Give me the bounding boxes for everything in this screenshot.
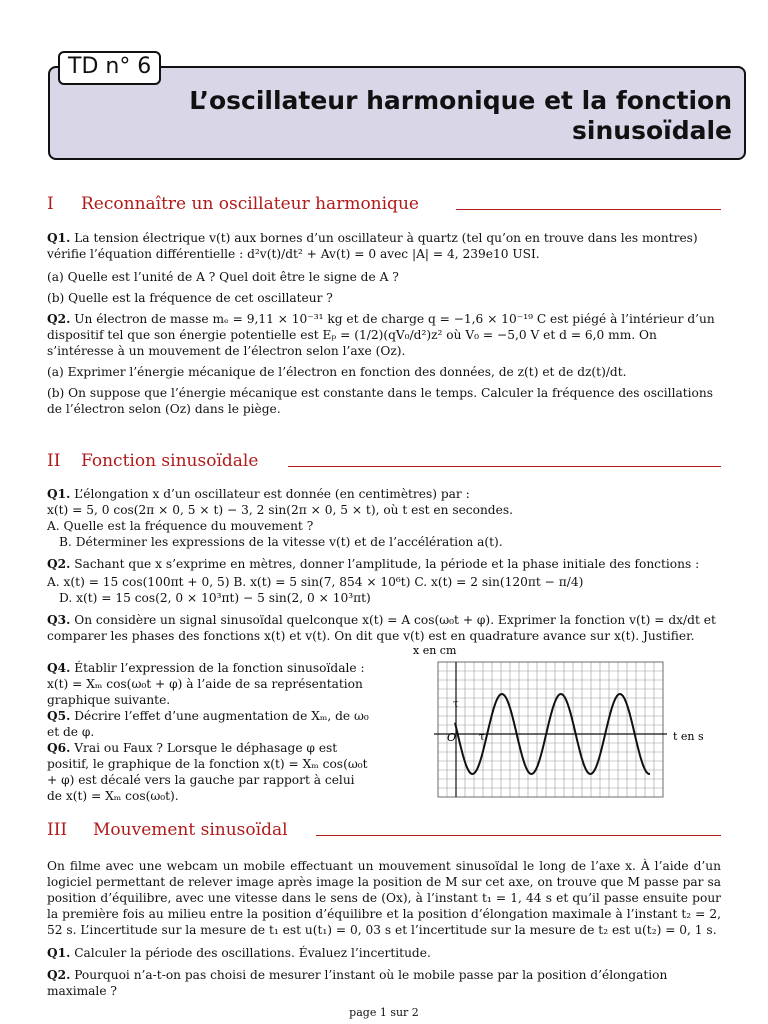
ii-question-2-line-1: A. x(t) = 15 cos(100πt + 0, 5) B. x(t) = 5 sin(7, 854 × 10⁶t) C. x(t) = 2 sin(120πt − π/4): [47, 575, 584, 589]
ii-question-4: Q4. Établir l’expression de la fonction sinusoïdale : x(t) = Xₘ cos(ω₀t + φ) à l’aide de sa représentation graphique suivante.: [47, 661, 365, 707]
page-title: [112, 86, 732, 146]
section-heading-1: [47, 194, 419, 214]
sinusoid-graph: [405, 642, 715, 802]
page-number: page 1 sur 2: [349, 1006, 419, 1019]
question-1a: (a) Quelle est l’unité de A ? Quel doit être le signe de A ?: [47, 270, 399, 284]
question-1b: (b) Quelle est la fréquence de cet oscillateur ?: [47, 291, 333, 305]
title-line-2: sinusoïdale: [572, 116, 732, 145]
section-heading-3: [47, 820, 288, 840]
section-heading-2: [47, 451, 258, 471]
section-rule: [316, 835, 721, 836]
section-2-body: [47, 486, 721, 644]
iii-paragraph: On filme avec une webcam un mobile effectuant un mouvement sinusoïdal le long de l’axe x. À l’aide d’un logiciel permettant de relever image après image la position de M sur cet axe, on trouve que M passe par sa position d’équilibre, avec une vitesse dans le sens de (Ox), à l’instant t₁ = 1, 44 s et qu’il passe ensuite pour la première fois au milieu entre la position d’équilibre et la position d’élongation maximale à l’instant t₂ = 2, 52 s. L’incertitude sur la mesure de t₁ est u(t₁) = 0, 03 s et l’incertitude sur la mesure de t₂ est u(t₂) = 0, 1 s.: [47, 859, 721, 937]
x-tick-label: τ: [479, 732, 485, 743]
section-title: Reconnaître un oscillateur harmonique: [81, 194, 419, 214]
section-number: I: [47, 194, 54, 214]
ii-question-2-line-2: D. x(t) = 15 cos(2, 0 × 10³πt) − 5 sin(2, 0 × 10³πt): [59, 591, 371, 605]
ii-question-1B: B. Déterminer les expressions de la vitesse v(t) et de l’accélération a(t).: [59, 535, 503, 549]
ii-question-1-equation: x(t) = 5, 0 cos(2π × 0, 5 × t) − 3, 2 sin(2π × 0, 5 × t), où t est en secondes.: [47, 503, 513, 517]
section-2-figure-text: [47, 660, 373, 804]
graph-frame: [438, 662, 663, 797]
ii-question-1: Q1. L’élongation x d’un oscillateur est donnée (en centimètres) par :: [47, 487, 470, 501]
iii-question-2: Q2. Pourquoi n’a-t-on pas choisi de mesurer l’instant où le mobile passe par la position d’élongation maximale ?: [47, 968, 668, 998]
y-tick-label: τ: [453, 699, 459, 710]
question-2b: (b) On suppose que l’énergie mécanique est constante dans le temps. Calculer la fréquence des oscillations de l’électron selon (Oz) dans le piège.: [47, 386, 713, 416]
y-axis-label: x en cm: [413, 644, 457, 657]
section-1-body: [47, 230, 721, 417]
section-number: II: [47, 451, 61, 471]
td-number-tag: TD n° 6: [58, 51, 161, 85]
ii-question-1A: A. Quelle est la fréquence du mouvement ?: [47, 519, 314, 533]
question-1: Q1. La tension électrique v(t) aux bornes d’un oscillateur à quartz (tel qu’on en trouve dans les montres) vérifie l’équation différentielle : d²v(t)/dt² + Av(t) = 0 avec |A| = 4, 239e10 USI.: [47, 231, 698, 261]
title-line-1: L’oscillateur harmonique et la fonction: [189, 86, 732, 115]
section-title: Fonction sinusoïdale: [81, 451, 259, 471]
question-2a: (a) Exprimer l’énergie mécanique de l’électron en fonction des données, de z(t) et de dz(t)/dt.: [47, 365, 627, 379]
graph-grid: [434, 662, 667, 797]
section-3-body: [47, 858, 721, 999]
section-rule: [456, 209, 721, 210]
x-axis-label: t en s: [673, 730, 704, 743]
section-title: Mouvement sinusoïdal: [93, 820, 288, 840]
section-number: III: [47, 820, 68, 840]
origin-label: O: [447, 731, 457, 744]
ii-question-3: Q3. On considère un signal sinusoïdal quelconque x(t) = A cos(ω₀t + φ). Exprimer la fonction v(t) = dx/dt et comparer les phases des fonctions x(t) et v(t). On dit que v(t) est en quadrature avance sur x(t). Justifier.: [47, 613, 716, 643]
section-rule: [288, 466, 721, 467]
ii-question-6: Q6. Vrai ou Faux ? Lorsque le déphasage φ est positif, le graphique de la fonction x(t) = Xₘ cos(ω₀t + φ) est décalé vers la gauche par rapport à celui de x(t) = Xₘ cos(ω₀t).: [47, 741, 368, 803]
question-2: Q2. Un électron de masse mₑ = 9,11 × 10⁻³¹ kg et de charge q = −1,6 × 10⁻¹⁹ C est piégé à l’intérieur d’un dispositif tel que son énergie potentielle est Eₚ = (1/2)(qV₀/d²)z² où V₀ = −5,0 V et d = 6,0 mm. On s’intéresse à un mouvement de l’électron selon l’axe (Oz).: [47, 312, 715, 358]
ii-question-5: Q5. Décrire l’effet d’une augmentation de Xₘ, de ω₀ et de φ.: [47, 709, 369, 739]
ii-question-2: Q2. Sachant que x s’exprime en mètres, donner l’amplitude, la période et la phase initiale des fonctions :: [47, 557, 700, 571]
iii-question-1: Q1. Calculer la période des oscillations. Évaluez l’incertitude.: [47, 946, 431, 960]
